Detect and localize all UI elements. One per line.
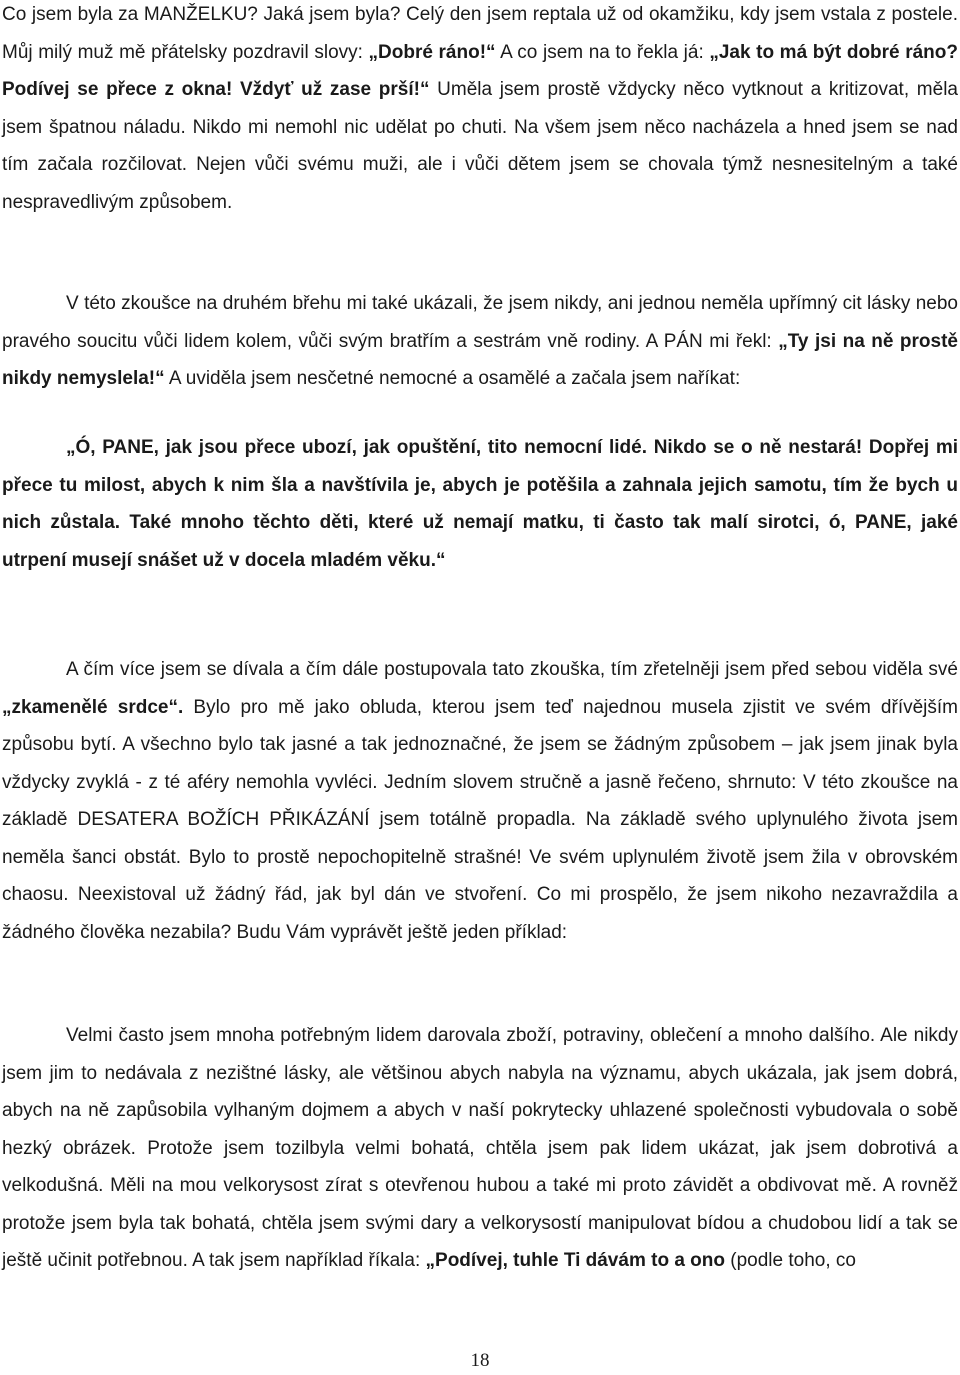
- text-run: Uměla jsem prostě vždycky něco vytknout a kritizovat, měla jsem špatnou náladu. Nikdo mi nemohl nic udělat po chuti. Na všem jsem něco nacházela a hned jsem se nad tím začala rozčilovat. Nejen vůči svému muži, ale i vůči dětem jsem se chovala týmž nesnesitelným a také nespravedlivým způsobem.: [2, 79, 958, 213]
- text-run: (podle toho, co: [725, 1250, 856, 1271]
- text-run: Bylo pro mě jako obluda, kterou jsem teď najednou musela zjistit ve svém dřívějším způsobu bytí. A všechno bylo tak jasné a tak jednoznačné, že jsem se žádným způsobem – jak jsem jinak byla vždycky zvyklá - z té aféry nemohla vyvléci. Jedním slovem stručně a jasně řečeno, shrnuto: V této zkoušce na základě DESATERA BOŽÍCH PŘIKÁZÁNÍ jsem totálně propadla. Na základě svého uplynulého života jsem neměla šanci obstát. Bylo to prostě nepochopitelně strašné! Ve svém uplynulém životě jsem žila v obrovském chaosu. Neexistoval už žádný řád, jak byl dán ve stvoření. Co mi prospělo, že jsem nikoho nezavraždila a žádného člověka nezabila? Budu Vám vyprávět ještě jeden příklad:: [2, 696, 959, 943]
- text-run: A co jsem na to řekla já:: [495, 41, 710, 63]
- text-run: V této zkoušce na druhém břehu mi také ukázali, že jsem nikdy, ani jednou neměla upřímný cit lásky nebo pravého soucitu vůči lidem kolem, vůči svým bratřím a sestrám vně rodiny. A PÁN mi řekl:: [2, 293, 958, 352]
- text-run-bold: „Dobré ráno!“: [368, 41, 496, 63]
- paragraph-3-quote: [2, 429, 958, 579]
- text-run: Velmi často jsem mnoha potřebným lidem darovala zboží, potraviny, oblečení a mnoho dalšího. Ale nikdy jsem jim to nedávala z nezištné lásky, ale většinou abych nabyla na významu, abych ukázala, jak jsem dobrá, abych na ně zapůsobila vylhaným dojmem a abych v naší pokrytecky uhlazené společnosti vybudovala o sobě hezký obrázek. Protože jsem tozilbyla velmi bohatá, chtěla jsem pak lidem ukázat, jak jsem dobrotivá a velkodušná. Měli na mou velkorysost zírat s otevřenou hubou a také mi proto závidět a obdivovat mě. A rovněž protože jsem byla tak bohatá, chtěla jsem svými dary a velkorysostí manipulovat bídou a chudobou lidí a tak se ještě učinit potřebnou. A tak jsem například říkala:: [2, 1025, 958, 1271]
- text-run-bold: „zkamenělé srdce“.: [2, 696, 184, 718]
- text-run-bold: „Ó, PANE, jak jsou přece ubozí, jak opuštění, tito nemocní lidé. Nikdo se o ně nestará! Dopřej mi přece tu milost, abych k nim šla a navštívila je, abych je potěšila a zahnala jejich samotu, tím že bych u nich zůstala. Také mnoho těchto děti, které už nemají matku, ti často tak malí sirotci, ó, PANE, jaké utrpení musejí snášet už v docela mladém věku.“: [2, 437, 958, 571]
- text-run: Co jsem byla za MANŽELKU? Jaká jsem byla? Celý den jsem reptala už od okamžiku, kdy jsem vstala z postele. Můj milý muž mě přátelsky pozdravil slovy:: [2, 4, 958, 63]
- paragraph-4: [2, 651, 958, 951]
- text-run-bold: „Ty jsi na ně prostě nikdy nemyslela!“: [2, 330, 959, 389]
- text-run-bold: „Jak to má být dobré ráno? Podívej se přece z okna! Vždyť už zase prší!“: [2, 41, 959, 100]
- paragraph-2: [2, 285, 958, 398]
- text-run-bold: „Podívej, tuhle Ti dávám to a ono: [425, 1250, 725, 1271]
- page-number: 18: [470, 1350, 490, 1371]
- paragraph-5: [2, 1017, 958, 1280]
- paragraph-1: [2, 0, 958, 221]
- text-run: A uviděla jsem nesčetné nemocné a osamělé a začala jsem naříkat:: [164, 368, 741, 389]
- text-run: A čím více jsem se dívala a čím dále postupovala tato zkouška, tím zřetelněji jsem před sebou viděla své: [66, 659, 958, 680]
